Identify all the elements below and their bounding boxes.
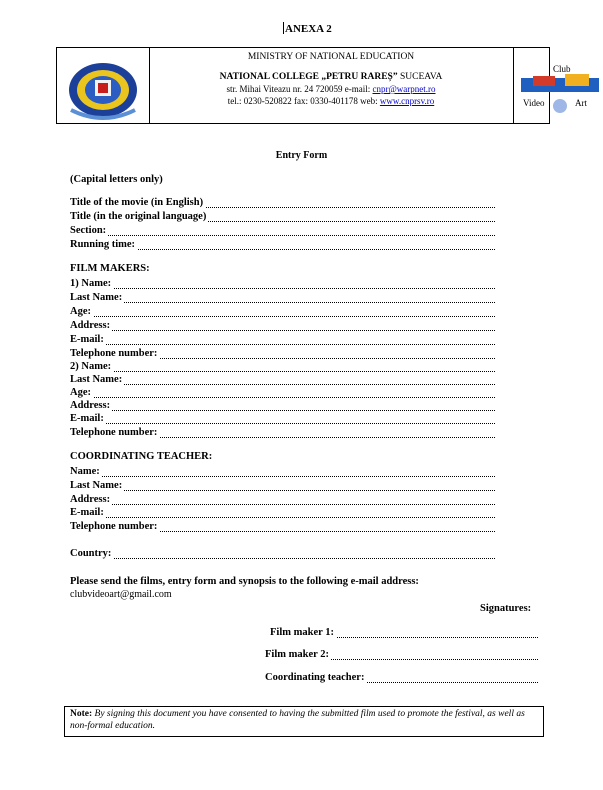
consent-note (64, 706, 544, 737)
maker2-last-name-field[interactable]: Last Name: (70, 373, 495, 387)
country-field[interactable]: Country: (70, 547, 495, 561)
section-field[interactable]: Section: (70, 224, 495, 238)
maker1-name-field[interactable]: 1) Name: (70, 277, 495, 291)
form-title: Entry Form (275, 150, 328, 161)
maker1-last-name-field[interactable]: Last Name: (70, 291, 495, 305)
club-logo-line3: Art (575, 98, 587, 108)
college-logo-cell (57, 48, 150, 123)
club-logo-line1: Club (553, 64, 571, 74)
film-maker-2-signature[interactable]: Film maker 2: (265, 648, 538, 662)
signatures-heading: Signatures: (480, 603, 532, 614)
maker2-phone-field[interactable]: Telephone number: (70, 426, 495, 440)
running-time-field[interactable]: Running time: (70, 238, 495, 252)
text-cursor (283, 22, 284, 34)
title-english-field[interactable]: Title of the movie (in English) (70, 196, 495, 210)
coordinating-teacher-heading: COORDINATING TEACHER: (70, 451, 213, 462)
maker2-name-field[interactable]: 2) Name: (70, 360, 495, 374)
college-phones: tel.: 0230-520822 fax: 0330-401178 web: www.cnprsv.ro (227, 96, 435, 106)
teacher-email-field[interactable]: E-mail: (70, 506, 495, 520)
maker1-phone-field[interactable]: Telephone number: (70, 347, 495, 361)
college-email-link[interactable]: cnpr@warpnet.ro (372, 84, 436, 94)
teacher-phone-field[interactable]: Telephone number: (70, 520, 495, 534)
club-logo-line2: Video (523, 98, 545, 108)
ministry-name: MINISTRY OF NATIONAL EDUCATION (247, 52, 415, 62)
note-text: By signing this document you have consented to having the submitted film used to promote the festival, as well as non-formal education. (70, 709, 525, 731)
send-instructions: Please send the films, entry form and synopsis to the following e-mail address: (70, 576, 419, 587)
teacher-address-field[interactable]: Address: (70, 493, 495, 507)
annex-label: ANEXA 2 (285, 23, 332, 35)
college-crest-icon (57, 48, 149, 125)
maker1-address-field[interactable]: Address: (70, 319, 495, 333)
film-makers-heading: FILM MAKERS: (70, 263, 150, 274)
teacher-name-field[interactable]: Name: (70, 465, 495, 479)
college-info (149, 48, 514, 123)
maker2-age-field[interactable]: Age: (70, 386, 495, 400)
teacher-last-name-field[interactable]: Last Name: (70, 479, 495, 493)
college-name: NATIONAL COLLEGE „PETRU RAREȘ” SUCEAVA (219, 72, 443, 82)
maker1-age-field[interactable]: Age: (70, 305, 495, 319)
contact-email: clubvideoart@gmail.com (70, 589, 172, 600)
capital-letters-note: (Capital letters only) (70, 174, 163, 185)
letterhead (56, 47, 587, 124)
coordinating-teacher-signature[interactable]: Coordinating teacher: (265, 671, 538, 685)
maker2-address-field[interactable]: Address: (70, 399, 495, 413)
club-logo-cell (513, 48, 587, 123)
maker2-email-field[interactable]: E-mail: (70, 412, 495, 426)
college-address: str. Mihai Viteazu nr. 24 720059 e-mail: cnpr@warpnet.ro (226, 84, 436, 94)
note-label: Note: (70, 709, 93, 719)
maker1-email-field[interactable]: E-mail: (70, 333, 495, 347)
title-original-field[interactable]: Title (in the original language) (70, 210, 495, 224)
club-video-art-logo-icon (513, 48, 603, 125)
film-maker-1-signature[interactable]: Film maker 1: (270, 626, 538, 640)
college-web-link[interactable]: www.cnprsv.ro (379, 96, 435, 106)
